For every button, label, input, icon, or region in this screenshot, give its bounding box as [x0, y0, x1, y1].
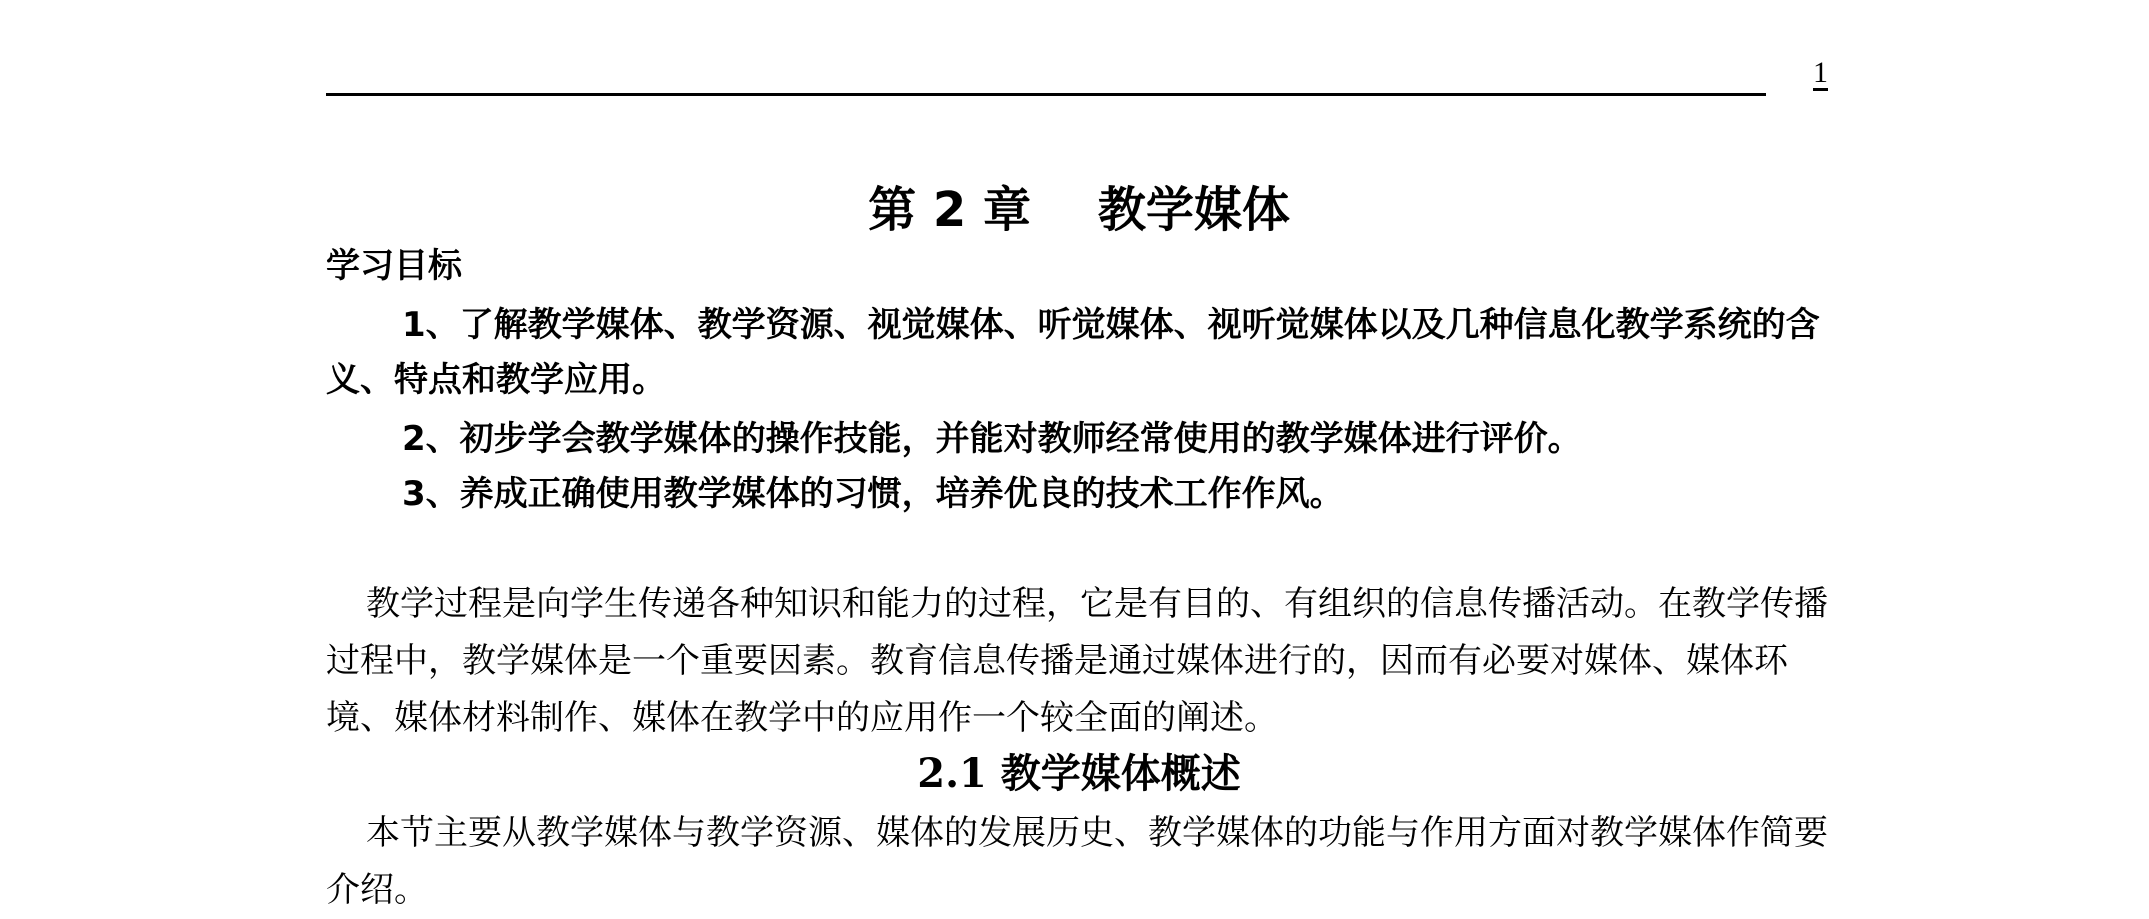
section-title: 2.1 教学媒体概述 [917, 750, 1241, 797]
header-rule [326, 93, 1766, 96]
intro-text: 教学过程是向学生传递各种知识和能力的过程，它是有目的、有组织的信息传播活动。在教学传播过程中，教学媒体是一个重要因素。教育信息传播是通过媒体进行的，因而有必要对媒体、媒体环境、媒体材料制作、媒体在教学中的应用作一个较全面的阐述。 [326, 584, 1828, 738]
objective-text: 1、了解教学媒体、教学资源、视觉媒体、听觉媒体、视听觉媒体以及几种信息化教学系统的含义、特点和教学应用。 [326, 305, 1820, 400]
objective-item [326, 412, 1832, 467]
page-number: 1 [1813, 56, 1828, 89]
objective-item [326, 298, 1832, 408]
objective-text: 3、养成正确使用教学媒体的习惯，培养优良的技术工作作风。 [402, 474, 1344, 514]
section-intro-paragraph [326, 805, 1832, 919]
objectives-heading: 学习目标 [326, 246, 462, 286]
objective-item [326, 467, 1832, 522]
chapter-title: 第 2 章 教学媒体 [868, 182, 1290, 238]
objective-text: 2、初步学会教学媒体的操作技能，并能对教师经常使用的教学媒体进行评价。 [402, 419, 1582, 459]
section-intro-text: 本节主要从教学媒体与教学资源、媒体的发展历史、教学媒体的功能与作用方面对教学媒体作简要介绍。 [326, 813, 1828, 910]
intro-paragraph [326, 576, 1832, 747]
